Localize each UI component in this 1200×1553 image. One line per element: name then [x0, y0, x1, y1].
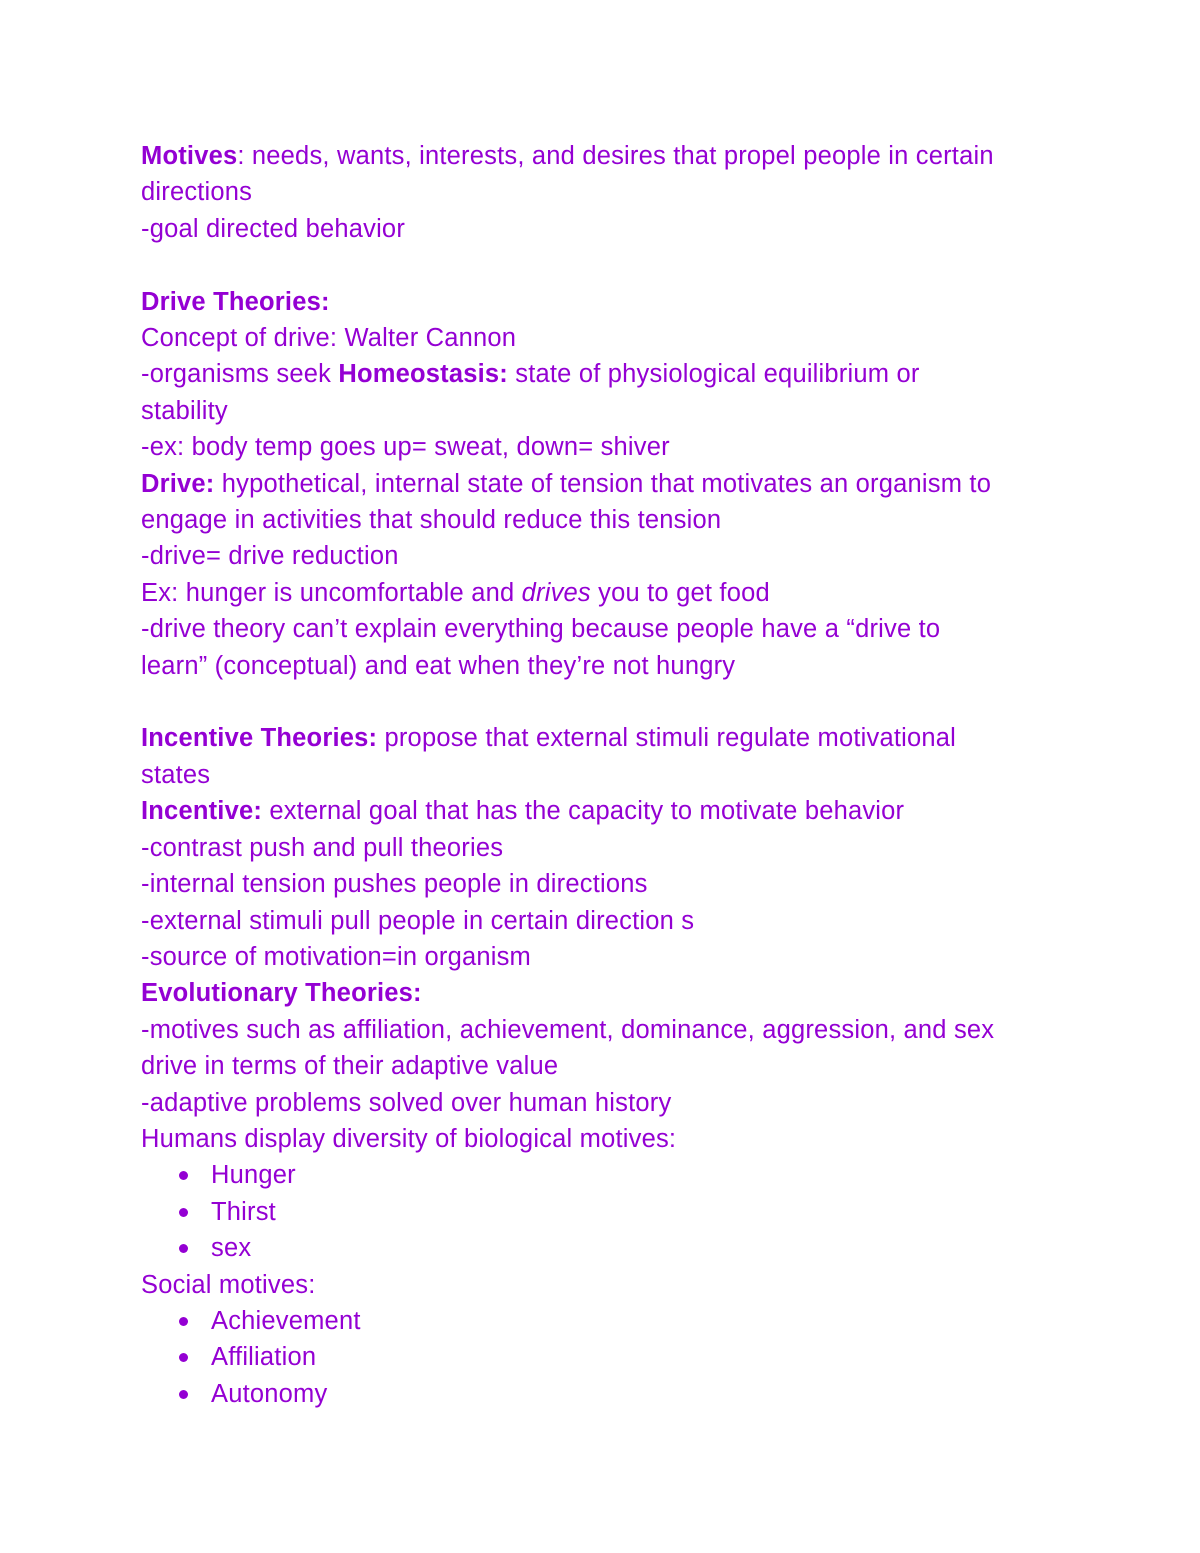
drive-reduction: -drive= drive reduction [141, 542, 399, 571]
bullet-icon [179, 1390, 188, 1399]
drive-definition-line-1 [141, 466, 1101, 502]
incentive-point: -internal tension pushes people in directions [141, 870, 648, 899]
drive-limit-line-2: learn” (conceptual) and eat when they’re not hungry [141, 651, 736, 680]
list-item [141, 1157, 1101, 1193]
bullet-icon [179, 1244, 188, 1253]
homeostasis-example: -ex: body temp goes up= sweat, down= shiver [141, 433, 670, 462]
drive-limit-line-1: -drive theory can’t explain everything because people have a “drive to [141, 615, 941, 644]
homeostasis-definition: state of physiological equilibrium or [507, 360, 920, 389]
homeostasis-line-1 [141, 356, 1101, 392]
list-item-text: Affiliation [211, 1343, 317, 1372]
drive-theories-heading-text: Drive Theories: [141, 287, 330, 316]
list-item [141, 1376, 1101, 1412]
evolutionary-theories-heading [141, 975, 1101, 1011]
list-item-text: Autonomy [211, 1379, 328, 1408]
homeostasis-line-2: stability [141, 396, 228, 425]
incentive-term: Incentive: [141, 797, 263, 826]
spacer [141, 247, 1101, 283]
homeostasis-term: Homeostasis: [338, 360, 508, 389]
homeostasis-prefix: -organisms seek [141, 360, 339, 389]
bullet-icon [179, 1317, 188, 1326]
evolutionary-line-1: -motives such as affiliation, achievement, dominance, aggression, and sex [141, 1015, 995, 1044]
hunger-example-emphasis: drives [521, 578, 591, 607]
motives-term: Motives [141, 142, 238, 170]
list-item-text: Achievement [211, 1306, 361, 1335]
list-item [141, 1194, 1101, 1230]
biological-motives-intro: Humans display diversity of biological motives: [141, 1124, 677, 1153]
incentive-theories-line-2: states [141, 760, 211, 789]
document-body [141, 138, 1101, 1412]
drive-theories-heading [141, 284, 1101, 320]
hunger-example-suffix: you to get food [590, 578, 770, 607]
motives-definition-line-1 [141, 138, 1101, 174]
list-item-text: sex [211, 1234, 252, 1263]
list-item-text: Thirst [211, 1197, 276, 1226]
drive-concept: Concept of drive: Walter Cannon [141, 324, 517, 353]
bullet-icon [179, 1208, 188, 1217]
incentive-point: -external stimuli pull people in certain direction s [141, 906, 695, 935]
hunger-example [141, 575, 1101, 611]
list-item [141, 1303, 1101, 1339]
social-motives-list [141, 1303, 1101, 1412]
drive-definition-line-2: engage in activities that should reduce this tension [141, 506, 722, 535]
incentive-theories-definition: propose that external stimuli regulate motivational [377, 724, 956, 753]
bullet-icon [179, 1171, 188, 1180]
drive-definition: hypothetical, internal state of tension that motivates an organism to [214, 469, 992, 498]
list-item [141, 1339, 1101, 1375]
motives-definition-line-2: directions [141, 178, 253, 207]
incentive-definition [141, 793, 1101, 829]
spacer [141, 684, 1101, 720]
list-item-text: Hunger [211, 1161, 296, 1190]
hunger-example-prefix: Ex: hunger is uncomfortable and [141, 578, 522, 607]
evolutionary-line-3: -adaptive problems solved over human history [141, 1088, 672, 1117]
evolutionary-theories-heading-text: Evolutionary Theories: [141, 979, 422, 1008]
biological-motives-list [141, 1157, 1101, 1266]
incentive-point: -contrast push and pull theories [141, 833, 504, 862]
motives-point: -goal directed behavior [141, 214, 406, 243]
motives-definition: : needs, wants, interests, and desires that propel people in certain [237, 142, 994, 170]
incentive-theories-line-1 [141, 720, 1101, 756]
incentive-point: -source of motivation=in organism [141, 942, 531, 971]
bullet-icon [179, 1353, 188, 1362]
list-item [141, 1230, 1101, 1266]
social-motives-intro: Social motives: [141, 1270, 316, 1299]
incentive-theories-heading: Incentive Theories: [141, 724, 378, 753]
incentive-definition-text: external goal that has the capacity to motivate behavior [262, 797, 905, 826]
evolutionary-line-2: drive in terms of their adaptive value [141, 1052, 559, 1081]
drive-term: Drive: [141, 469, 215, 498]
